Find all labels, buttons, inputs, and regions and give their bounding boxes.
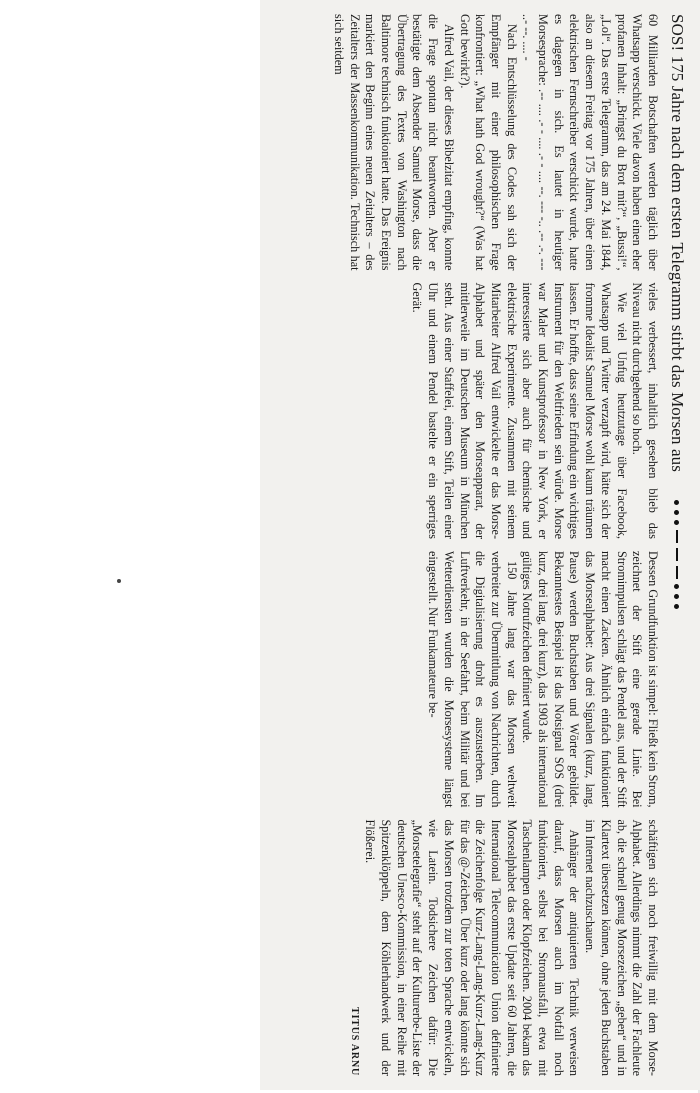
paragraph: 150 Jahre lang war das Morsen weltweit verbreitet zur Übermittlung von Nachrichten, durch die Digitalisierung droht es auszusterben. Im Luftverkehr, in der Seefahrt, beim Militär und bei Wetterdiensten wurden die Morsesysteme längst eingestellt. Nur Funkamateure be- [426,551,519,808]
morse-dot-icon [675,510,680,515]
paragraph: Dessen Grundfunktion ist simpel: Fließt kein Strom, zeichnet der Stift eine gerade Linie. Bei Stromimpulsen schlägt das Pendel aus, und der Stift macht einen Zacken. Ähnlich einfach funktioniert das Morsealphabet: Aus drei Signalen (kurz, lang, Pause) werden Buchstaben und Wörter gebildet. Bekanntestes Beispiel ist das Notsignal SOS (drei kurz, drei lang, drei kurz), das 1903 als international gültiges Notrufzeichen definiert wurde. [520,551,660,808]
morse-dot-icon [675,500,680,505]
morse-dot-icon [675,584,680,589]
column-3 [304,551,660,808]
paragraph: Anhänger der antiquierten Technik verweisen darauf, dass Morsen auch im Notfall noch funktioniert, selbst bei Stromausfall, etwa mit Taschenlampen oder Klopfzeichen. 2004 bekam das Morsealphabet das erste Update seit 60 Jahren, die International Telecommunication Union definierte die Zeichenfolge Kurz-Lang-Lang-Kurz-Lang-Kurz für das @-Zeichen. Über kurz oder lang könnte sich das Morsen trotzdem zur toten Sprache entwickeln, wie Latein. Todsichere Zeichen dafür: Die „Morsetelegrafie“ steht auf der Kulturerbe-Liste der deutschen Unesco-Kommission, in einer Reihe mit Spitzenklöppeln, dem Köhlerhandwerk und der Flößerei. [363,819,582,1076]
newspaper-clipping [260,0,700,1090]
morse-dash-icon [676,566,678,579]
scan-speck [117,579,121,583]
morse-dash-icon [676,530,678,543]
column-2 [304,283,660,540]
morse-dot-icon [675,594,680,599]
paragraph: vieles verbessert, inhaltlich gesehen blieb das Niveau nicht durchgehend so hoch. [630,282,660,539]
paragraph: 60 Milliarden Botschaften werden täglich über Whatsapp verschickt. Viele davon haben einen eher profanen Inhalt: „Bringst du Brot mit?“, „Bussi!“, „Lol“. Das erste Telegramm, das am 24. Mai 1844, also an diesem Freitag vor 175 Jahren, über einen elektrischen Fernschreiber verschickt wurde, hatte es dagegen in sich. Es lautet in heutiger Morsesprache: .-- .... .- - .... .- - .... --. --- -.. .-- .-. --- ..- --. .... - [520,14,660,271]
column-1 [330,14,686,271]
paragraph: Nach Entschlüsselung des Codes sah sich der Empfänger mit einer philosophischen Frage konfrontiert: „What hath God wrought?“ (Was hat Gott bewirkt?). [457,14,519,271]
morse-dot-icon [675,520,680,525]
morse-sos-ornament [675,500,680,609]
column-4 [304,820,660,1077]
article-columns [304,14,660,1076]
paragraph: Wie viel Unfug heutzutage über Facebook, Whatsapp und Twitter verzapft wird, hätte sich der fromme Idealist Samuel Morse wohl kaum träumen lassen. Er hoffte, dass seine Erfindung ein wichtiges Instrument für den Weltfrieden sein würde. Morse war Maler und Kunstprofessor in New York, er interessierte sich aber auch für chemische und elektrische Experimente. Zusammen mit seinem Mitarbeiter Alfred Vail entwickelte er das Morse-Alphabet und später den Morseapparat, der mittlerweile im Deutschen Museum in München steht. Aus einer Staffelei, einem Stift, Teilen einer Uhr und einem Pendel bastelte er ein sperriges Gerät. [410,282,629,539]
paragraph: schäftigen sich noch freiwillig mit dem Morse-Alphabet. Allerdings nimmt die Zahl der Fachleute ab, die schnell genug Morsezeichen „geben“ und in Klartext übersetzen können, ohne jeden Buchstaben im Internet nachzuschauen. [583,819,660,1076]
article-headline: SOS! 175 Jahre nach dem ersten Telegramm stirbt das Morsen aus [667,14,687,472]
paragraph: Alfred Vail, der dieses Bibelzitat empfing, konnte die Frage spontan nicht beantworten. Aber er bestätigte dem Absender Samuel Morse, dass die Übertragung des Textes von Washington nach Baltimore technisch funktioniert hatte. Das Ereignis markiert den Beginn eines neuen Zeitalters – des Zeitalters der Massenkommunikation. Technisch hat sich seitdem [331,14,456,271]
author-byline: TITUS ARNU [348,1007,360,1076]
morse-dot-icon [675,604,680,609]
morse-dash-icon [676,548,678,561]
